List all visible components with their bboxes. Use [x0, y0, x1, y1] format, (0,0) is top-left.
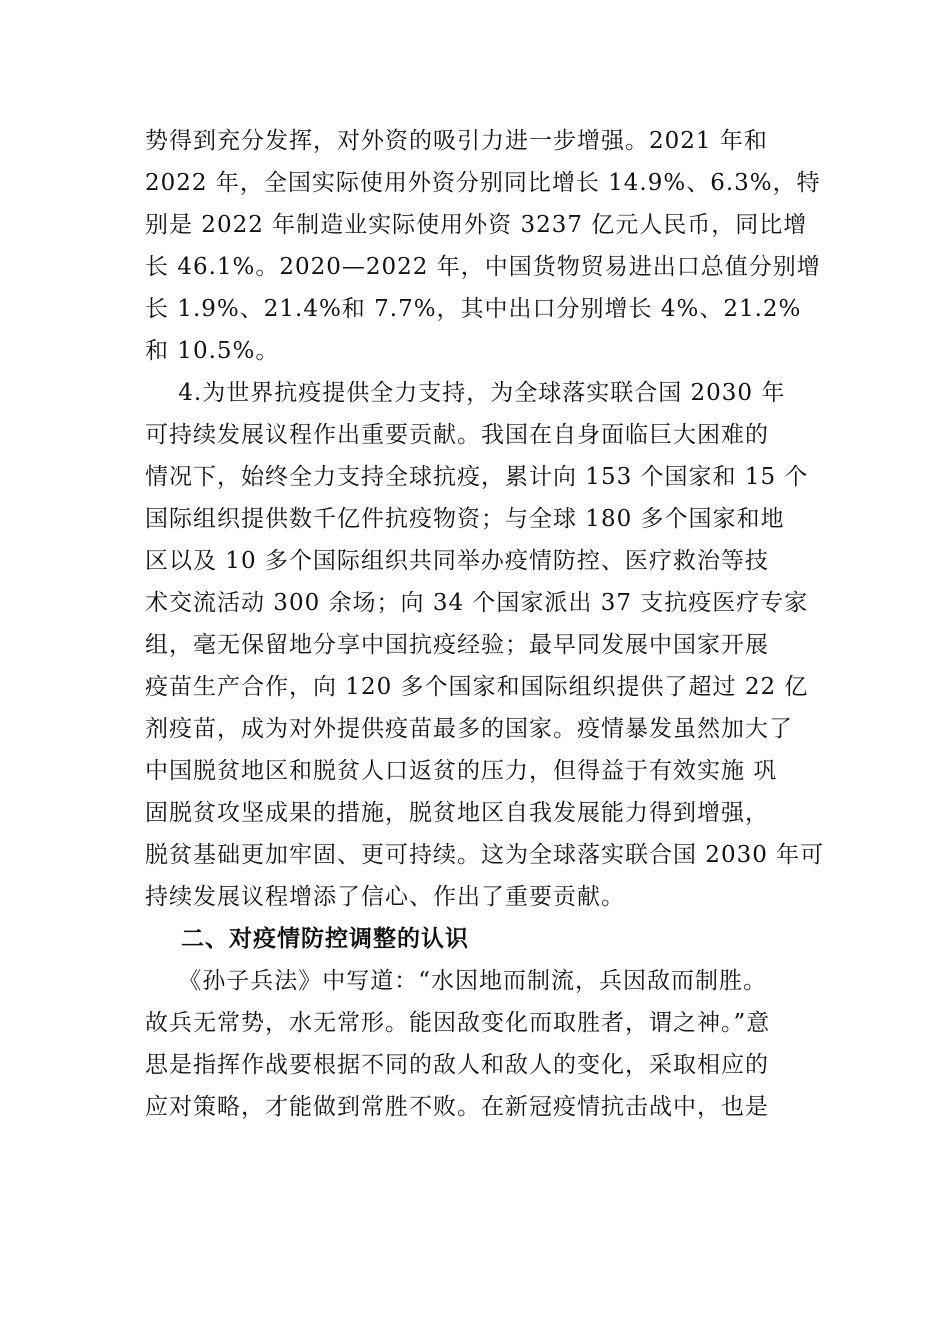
text-line: 别是 2022 年制造业实际使用外资 3237 亿元人民币，同比增: [145, 212, 808, 238]
text-line: 固脱贫攻坚成果的措施，脱贫地区自我发展能力得到增强，: [145, 800, 769, 826]
text-line: 国际组织提供数千亿件抗疫物资；与全球 180 多个国家和地: [145, 506, 785, 532]
text-line: 区以及 10 多个国际组织共同举办疫情防控、医疗救治等技: [145, 548, 769, 574]
section-heading: 二、对疫情防控调整的认识: [145, 926, 470, 952]
text-line: 疫苗生产合作，向 120 多个国家和国际组织提供了超过 22 亿: [145, 674, 809, 700]
text-line: 和 10.5%。: [145, 338, 280, 364]
text-line: 思是指挥作战要根据不同的敌人和敌人的变化，采取相应的: [145, 1052, 769, 1078]
text-line: 持续发展议程增添了信心、作出了重要贡献。: [145, 884, 625, 910]
text-line: 情况下，始终全力支持全球抗疫，累计向 153 个国家和 15 个: [145, 464, 809, 490]
text-line: 组，毫无保留地分享中国抗疫经验；最早同发展中国家开展: [145, 632, 769, 658]
body-text: [145, 120, 825, 1128]
text-line: 长 46.1%。2020—2022 年，中国货物贸易进出口总值分别增: [145, 254, 821, 280]
text-line: 势得到充分发挥，对外资的吸引力进一步增强。2021 年和: [145, 128, 768, 154]
section-4-first-line: 4.为世界抗疫提供全力支持，为全球落实联合国 2030 年: [145, 380, 786, 406]
text-line: 应对策略，才能做到常胜不败。在新冠疫情抗击战中，也是: [145, 1094, 769, 1120]
text-line: 可持续发展议程作出重要贡献。我国在自身面临巨大困难的: [145, 422, 769, 448]
text-line: 术交流活动 300 余场；向 34 个国家派出 37 支抗疫医疗专家: [145, 590, 809, 616]
text-line: 剂疫苗，成为对外提供疫苗最多的国家。疫情暴发虽然加大了: [145, 716, 793, 742]
text-line: 中国脱贫地区和脱贫人口返贫的压力，但得益于有效实施 巩: [145, 758, 778, 784]
text-line: 2022 年，全国实际使用外资分别同比增长 14.9%、6.3%，特: [145, 170, 821, 196]
text-line: 脱贫基础更加牢固、更可持续。这为全球落实联合国 2030 年可: [145, 842, 825, 868]
paragraph-first-line: 《孙子兵法》中写道：“水因地而制流，兵因敌而制胜。: [145, 968, 768, 994]
text-line: 长 1.9%、21.4%和 7.7%，其中出口分别增长 4%、21.2%: [145, 296, 802, 322]
text-line: 故兵无常势，水无常形。能因敌变化而取胜者，谓之神。”意: [145, 1010, 771, 1036]
